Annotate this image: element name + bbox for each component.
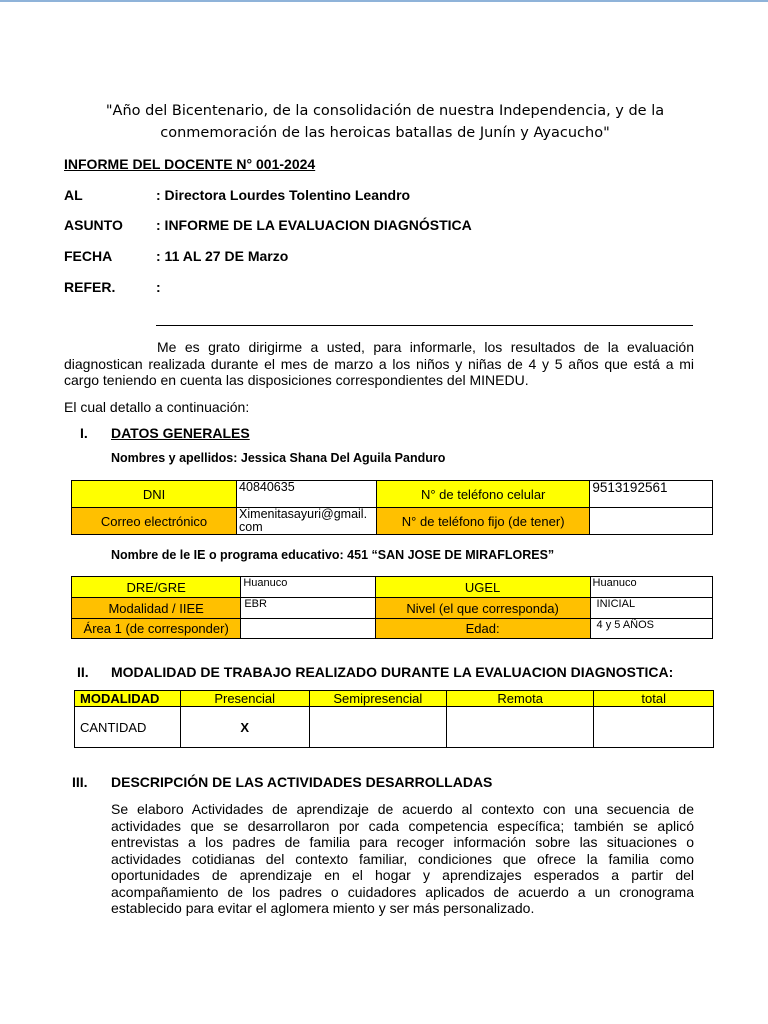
remota-col-header: Remota <box>446 691 593 707</box>
email-value-part-2: com <box>239 520 263 534</box>
field-refer-label: REFER. <box>64 279 116 295</box>
field-fecha-value: : 11 AL 27 DE Marzo <box>156 248 289 264</box>
cell-phone-label: N° de teléfono celular <box>376 481 589 508</box>
motto-line-1: "Año del Bicentenario, de la consolidación de nuestra Independencia, y de la <box>105 103 665 119</box>
total-value <box>594 707 714 748</box>
field-al-value: : Directora Lourdes Tolentino Leandro <box>156 187 411 203</box>
nivel-label: Nivel (el que corresponda) <box>375 598 590 619</box>
semipresencial-value <box>309 707 446 748</box>
field-al-label: AL <box>64 187 83 203</box>
area-label: Área 1 (de corresponder) <box>72 619 241 639</box>
dre-label: DRE/GRE <box>72 577 241 598</box>
dni-label: DNI <box>72 481 237 508</box>
ugel-label: UGEL <box>375 577 590 598</box>
total-col-header: total <box>594 691 714 707</box>
area-value <box>241 619 375 639</box>
edad-label: Edad: <box>375 619 590 639</box>
field-asunto-label: ASUNTO <box>64 217 123 233</box>
email-label: Correo electrónico <box>72 508 237 535</box>
separator-line <box>156 325 693 326</box>
teacher-name-line: Nombres y apellidos: Jessica Shana Del Aguila Panduro <box>111 451 446 465</box>
dre-value: Huanuco <box>241 577 375 598</box>
activities-paragraph: Se elaboro Actividades de aprendizaje de acuerdo al contexto con una secuencia de actividades que se desarrollaron por cada competencia específica; también se aplicó entrevistas a los padres de familia para recoger información sobre las situaciones o actividades cotidianas del contexto familiar, condiciones que ofrece la familia como oportunidades de aprendizaje en el hogar y aprendizajes esperados a partir del acompañamiento de los padres o cuidadores aplicados de acuerdo a un cronograma establecido para evitar el aglomera miento y ser más personalizado. <box>111 801 694 916</box>
motto-line-2: conmemoración de las heroicas batallas de Junín y Ayacucho" <box>160 125 610 141</box>
section-1-title: DATOS GENERALES <box>111 425 250 441</box>
intro-line-2: El cual detallo a continuación: <box>64 399 250 415</box>
presencial-value: X <box>180 707 309 748</box>
report-title: INFORME DEL DOCENTE N° 001-2024 <box>64 156 316 172</box>
email-value-part-1: Ximenitasayuri@gmail. <box>239 507 368 521</box>
presencial-col-header: Presencial <box>180 691 309 707</box>
field-fecha-label: FECHA <box>64 248 113 264</box>
remota-value <box>446 707 593 748</box>
personal-data-table <box>71 480 713 535</box>
semipresencial-col-header: Semipresencial <box>309 691 446 707</box>
landline-label: N° de teléfono fijo (de tener) <box>376 508 589 535</box>
ugel-value: Huanuco <box>590 577 712 598</box>
dni-value: 40840635 <box>237 481 377 508</box>
page-top-border <box>0 0 768 2</box>
modalidad-value: EBR <box>241 598 375 619</box>
landline-value <box>590 508 713 535</box>
cantidad-row-label: CANTIDAD <box>75 707 181 748</box>
modality-col-header: MODALIDAD <box>75 691 181 707</box>
section-2-title: MODALIDAD DE TRABAJO REALIZADO DURANTE LA EVALUACION DIAGNOSTICA: <box>111 664 674 680</box>
email-value <box>237 508 377 535</box>
section-2-number: II. <box>77 664 89 680</box>
institution-table <box>71 576 713 639</box>
edad-value: 4 y 5 AÑOS <box>590 619 712 639</box>
intro-paragraph: Me es grato dirigirme a usted, para informarle, los resultados de la evaluación diagnostican realizada durante el mes de marzo a los niños y niñas de 4 y 5 años que está a mi cargo teniendo en cuenta las disposiciones correspondientes del MINEDU. <box>64 339 694 388</box>
year-motto <box>60 100 710 144</box>
field-refer-value: : <box>156 279 161 295</box>
section-1-number: I. <box>80 425 88 441</box>
school-name-line: Nombre de le IE o programa educativo: 451 “SAN JOSE DE MIRAFLORES” <box>111 548 555 562</box>
section-3-title: DESCRIPCIÓN DE LAS ACTIVIDADES DESARROLLADAS <box>111 774 493 790</box>
cell-phone-value: 9513192561 <box>590 481 713 508</box>
modalidad-label: Modalidad / IIEE <box>72 598 241 619</box>
section-3-number: III. <box>72 774 88 790</box>
modality-table <box>74 690 714 748</box>
nivel-value: INICIAL <box>590 598 712 619</box>
field-asunto-value: : INFORME DE LA EVALUACION DIAGNÓSTICA <box>156 217 472 233</box>
